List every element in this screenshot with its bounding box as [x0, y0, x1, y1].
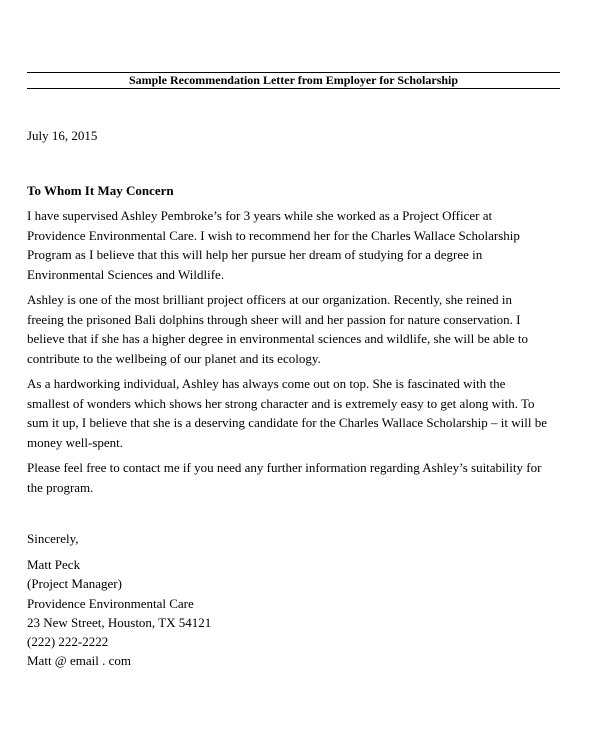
paragraph-line: contribute to the wellbeing of our planet and its ecology.	[27, 350, 321, 366]
signer-address: 23 New Street, Houston, TX 54121	[27, 614, 212, 630]
signer-name: Matt Peck	[27, 557, 81, 572]
salutation: To Whom It May Concern	[27, 183, 174, 198]
paragraph-line: Providence Environmental Care. I wish to recommend her for the Charles Wallace Scholarship	[27, 227, 520, 243]
signer-company: Providence Environmental Care	[27, 595, 194, 611]
paragraph-3	[27, 374, 562, 452]
paragraph-line: freeing the prisoned Bali dolphins through sheer will and her passion for nature conservation. I	[27, 311, 521, 327]
paragraph-line: sum it up, I believe that she is a deserving candidate for the Charles Wallace Scholarship – it will be	[27, 415, 548, 430]
paragraph-line: I have supervised Ashley Pembroke’s for 3 years while she worked as a Project Officer at	[27, 208, 493, 223]
signer-phone: (222) 222-2222	[27, 634, 109, 650]
paragraph-line: Program as I believe that this will help her pursue her dream of studying for a degree in	[27, 247, 483, 262]
paragraph-line: smallest of wonders which shows her strong character and is extremely easy to get along with. To	[27, 395, 535, 411]
document-title: Sample Recommendation Letter from Employer for Scholarship	[128, 73, 459, 87]
paragraph-4	[27, 458, 562, 497]
signer-email: Matt @ email . com	[27, 653, 132, 669]
signature-block	[27, 555, 211, 671]
paragraph-line: money well-spent.	[27, 434, 124, 450]
closing: Sincerely,	[27, 531, 79, 546]
paragraph-line: believe that if she has a higher degree in environmental sciences and wildlife, she will be able to	[27, 331, 529, 346]
paragraph-line: Please feel free to contact me if you need any further information regarding Ashley’s suitability for	[27, 460, 542, 475]
letter-date: July 16, 2015	[27, 128, 98, 143]
paragraph-2	[27, 290, 562, 368]
paragraph-line: Ashley is one of the most brilliant project officers at our organization. Recently, she reined in	[27, 292, 512, 307]
paragraph-line: the program.	[27, 479, 94, 495]
paragraph-line: Environmental Sciences and Wildlife.	[27, 266, 225, 282]
paragraph-line: As a hardworking individual, Ashley has always come out on top. She is fascinated with the	[27, 376, 506, 391]
signer-title: (Project Manager)	[27, 576, 122, 592]
paragraph-1	[27, 206, 562, 284]
